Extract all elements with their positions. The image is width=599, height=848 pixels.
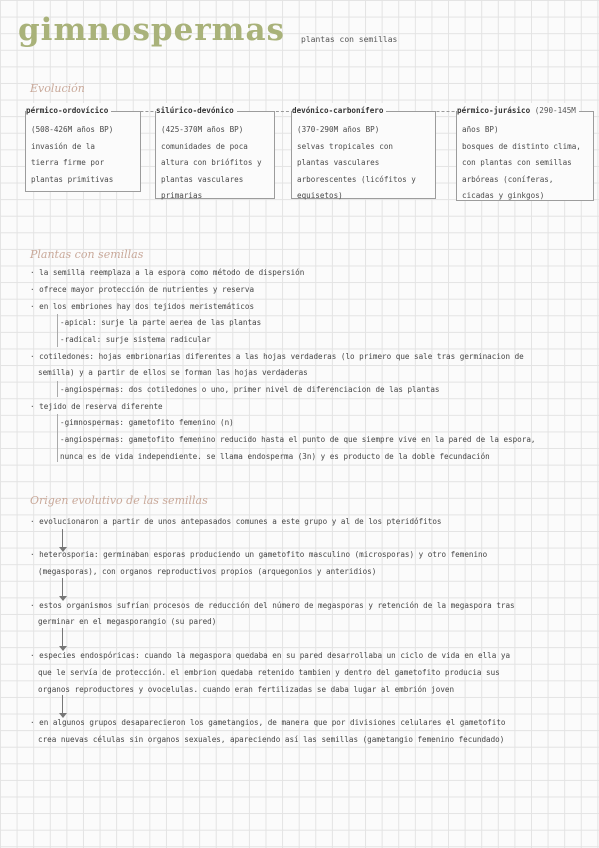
timeline-box-devonico-carbonifero [291,106,436,200]
timeline-box-line: primarias [161,191,203,200]
timeline-box-title: silúrico-devónico [156,106,234,115]
note-subline: nunca es de vida independiente. se llama endosperma (3n) y es producto de la doble fecundación [60,452,490,461]
note-subline: -apical: surje la parte aerea de las plantas [60,318,262,327]
timeline-box-title: devónico-carbonífero [292,106,384,115]
indent-bar [57,381,58,397]
section-heading-plantas: Plantas con semillas [30,248,144,261]
note-line: · tejido de reserva diferente [30,402,163,411]
note-line: · especies endospóricas: cuando la megaspora quedaba en su pared desarrollaba un ciclo de vida en ella ya [30,651,511,660]
indent-bar [57,314,58,347]
timeline-box-range: (370-290M años BP) [297,125,380,134]
note-subline: -angiospermas: dos cotiledones o uno, primer nivel de diferenciacion de las plantas [60,385,440,394]
timeline-box-range: (425-370M años BP) [161,125,244,134]
note-line: (megasporas), con organos reproductivos propios (arquegonios y anteridios) [38,567,377,576]
timeline-box-line: selvas tropicales con [297,141,394,151]
note-line: semilla) y a partir de ellos se forman las hojas verdaderas [38,368,308,377]
note-line: · ofrece mayor protección de nutrientes y reserva [30,285,255,294]
timeline-box-line: invasión de la [31,141,96,151]
timeline-box-range: años BP) [462,125,499,134]
note-subline: -angiospermas: gametofito femenino reducido hasta el punto de que siempre vive en la pared de la espora, [60,435,536,444]
note-subline: -gimnospermas: gametofito femenino (n) [60,418,234,427]
section-heading-origen: Origen evolutivo de las semillas [30,494,208,507]
timeline-box-line: plantas vasculares [297,158,380,167]
note-line: que le servía de protección. el embrion quedaba retenido tambien y dentro del gametofito producia sus [38,668,500,677]
timeline-box-line: arbóreas (coníferas, [462,174,554,184]
timeline-box-permico-jurasico [456,106,594,201]
note-subline: -radical: surje sistema radicular [60,335,211,344]
note-line: · estos organismos sufrían procesos de reducción del número de megasporas y retención de la megaspora tras [30,601,515,610]
timeline-box-line: tierra firme por [31,158,105,167]
timeline-box-title: pérmico-jurásico [457,106,531,115]
timeline-box-line: equisetos) [297,191,343,200]
section-heading-evolucion: Evolución [30,82,85,95]
note-line: · evolucionaron a partir de unos antepasados comunes a este grupo y al de los pteridófitos [30,517,442,526]
note-line: · la semilla reemplaza a la espora como método de dispersión [30,268,305,277]
note-line: · en los embriones hay dos tejidos meristemáticos [30,302,255,311]
timeline-box-permico-ordovicico [25,106,141,192]
note-line: organos reproductores y ovocelulas. cuando eran fertilizadas se daba lugar al embrión joven [38,685,455,694]
note-line: · en algunos grupos desaparecieron los gametangios, de manera que por divisiones celulares el gametofito [30,718,506,727]
timeline-box-line: plantas vasculares [161,174,244,184]
timeline-box-line: arborescentes (licófitos y [297,174,416,184]
note-line: · heterosporia: germinaban esporas produciendo un gametofito masculino (microsporas) y otro femenino [30,550,488,559]
timeline-box-line: altura con briófitos y [161,158,262,167]
timeline-box-line: cicadas y ginkgos) [462,191,545,200]
note-line: · cotiledones: hojas embrionarias diferentes a las hojas verdaderas (lo primero que sale tras germinacion de [30,352,524,361]
page-subtitle: plantas con semillas [301,35,398,44]
indent-bar [57,414,58,462]
timeline-box-title: pérmico-ordovícico [26,106,109,115]
timeline-box-range: (508-426M años BP) [31,125,114,134]
timeline-box-line: bosques de distinto clima, [462,141,581,151]
timeline-box-line: comunidades de poca [161,141,248,151]
timeline-box-line: plantas primitivas [31,174,114,184]
timeline-box-range: (290-145M [534,106,576,115]
timeline-box-silurico-devonico [155,106,275,200]
page-title: gimnospermas [18,12,285,48]
timeline-box-line: con plantas con semillas [462,158,572,167]
note-line: crea nuevas células sin organos sexuales, apareciendo así las semillas (gametangio femenino fecundado) [38,735,505,744]
note-line: germinar en el megasporangio (su pared) [38,617,217,626]
